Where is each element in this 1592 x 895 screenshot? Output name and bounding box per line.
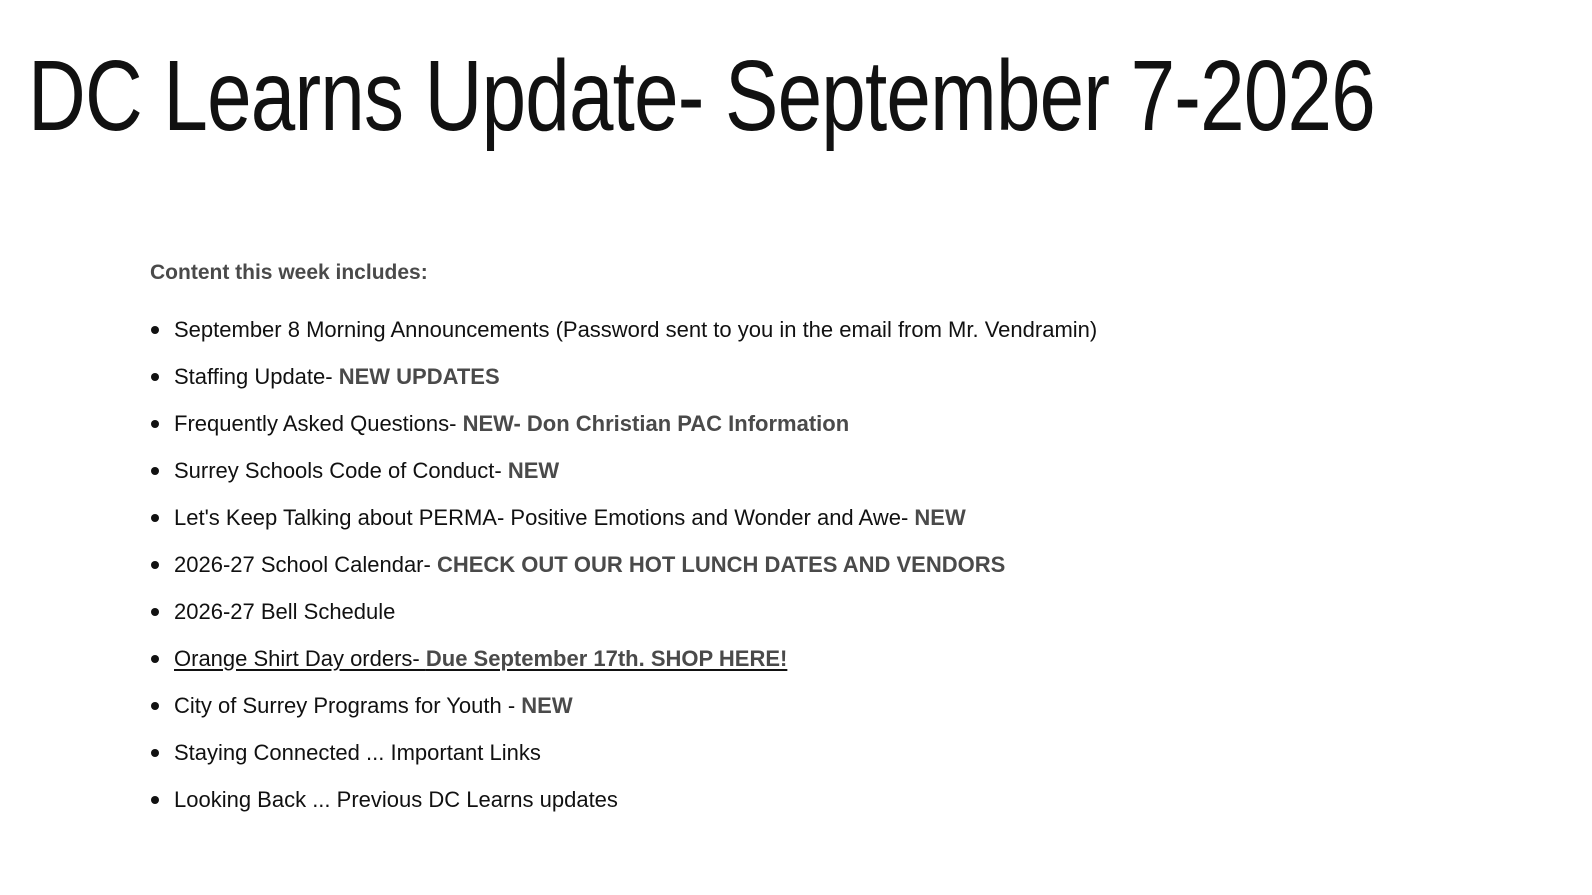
list-item-text: 2026-27 Bell Schedule xyxy=(174,599,396,624)
list-item-morning-announcements[interactable] xyxy=(150,310,1150,349)
page-title: DC Learns Update- September 7-2026 xyxy=(28,40,1375,152)
list-item-bell-schedule[interactable] xyxy=(150,592,1150,631)
list-item-staffing-update[interactable] xyxy=(150,357,1150,396)
new-badge-text: NEW UPDATES xyxy=(338,364,500,389)
list-item-text: City of Surrey Programs for Youth - xyxy=(174,693,522,718)
list-item-text: 2026-27 School Calendar- xyxy=(174,552,437,577)
list-item-city-programs[interactable] xyxy=(150,686,1150,725)
list-item-text: Orange Shirt Day orders- xyxy=(174,646,426,671)
list-item-faq[interactable] xyxy=(150,404,1150,443)
new-badge-text: NEW xyxy=(521,693,573,718)
list-item-staying-connected[interactable] xyxy=(150,733,1150,772)
list-item-text: Staffing Update- xyxy=(174,364,339,389)
list-item-school-calendar[interactable] xyxy=(150,545,1150,584)
orange-shirt-day-link[interactable] xyxy=(174,646,787,671)
content-section xyxy=(150,258,1150,827)
list-item-perma[interactable] xyxy=(150,498,1150,537)
list-item-text: Surrey Schools Code of Conduct- xyxy=(174,458,508,483)
list-item-looking-back[interactable] xyxy=(150,780,1150,819)
new-badge-text: NEW xyxy=(914,505,966,530)
new-badge-text: CHECK OUT OUR HOT LUNCH DATES AND VENDORS xyxy=(436,552,1006,577)
list-item-text: September 8 Morning Announcements (Password sent to you in the email from Mr. Vendramin) xyxy=(174,317,1098,342)
list-item-text: Looking Back ... Previous DC Learns updates xyxy=(174,787,618,812)
list-item-text: Let's Keep Talking about PERMA- Positive Emotions and Wonder and Awe- xyxy=(174,505,915,530)
intro-heading: Content this week includes: xyxy=(150,261,428,284)
list-item-text: Frequently Asked Questions- xyxy=(174,411,463,436)
list-item-orange-shirt-day xyxy=(150,639,1150,678)
new-badge-text: Due September 17th. SHOP HERE! xyxy=(425,646,788,671)
content-list xyxy=(150,310,1150,819)
new-badge-text: NEW xyxy=(507,458,560,483)
list-item-text: Staying Connected ... Important Links xyxy=(174,740,541,765)
new-badge-text: NEW- Don Christian PAC Information xyxy=(462,411,850,436)
list-item-code-of-conduct[interactable] xyxy=(150,451,1150,490)
